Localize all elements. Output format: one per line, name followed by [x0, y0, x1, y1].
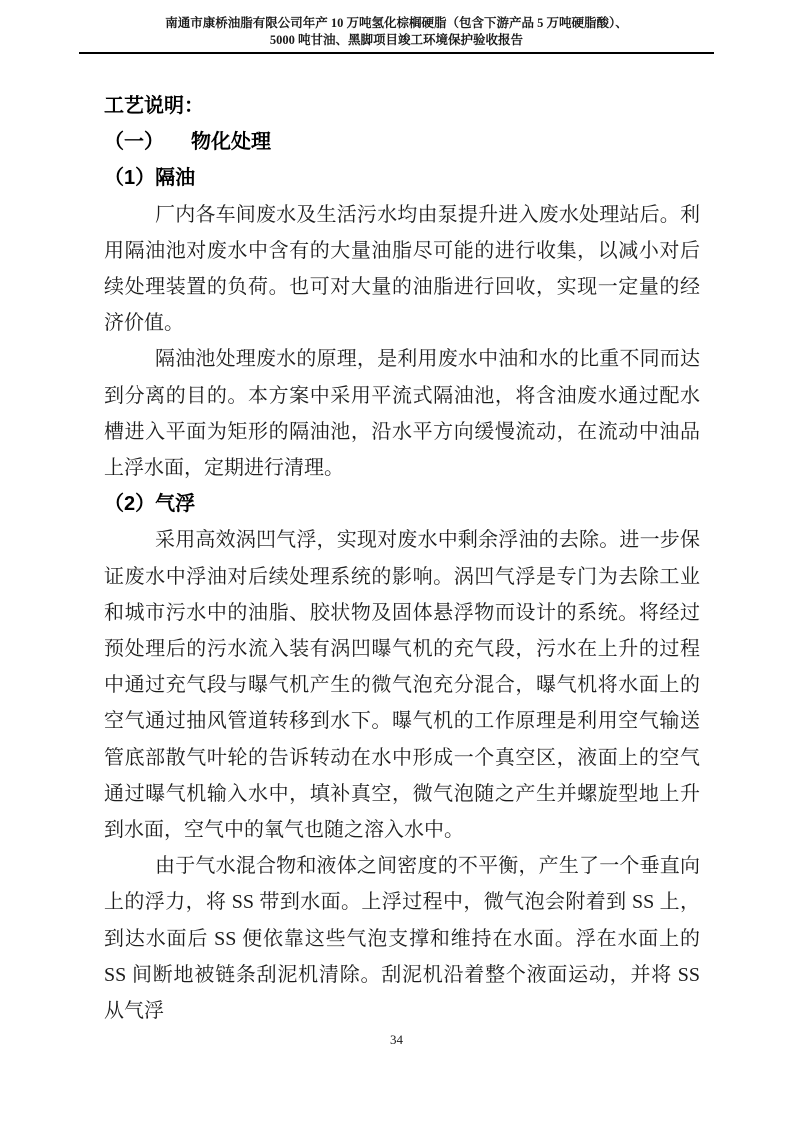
paragraph-air-flotation-1: 采用高效涡凹气浮，实现对废水中剩余浮油的去除。进一步保证废水中浮油对后续处理系统的影响。涡凹气浮是专门为去除工业和城市污水中的油脂、胶状物及固体悬浮物而设计的系统。将经过预处理后的污水流入装有涡凹曝气机的充气段，污水在上升的过程中通过充气段与曝气机产生的微气泡充分混合，曝气机将水面上的空气通过抽风管道转移到水下。曝气机的工作原理是利用空气输送管底部散气叶轮的告诉转动在水中形成一个真空区，液面上的空气通过曝气机输入水中，填补真空，微气泡随之产生并螺旋型地上升到水面，空气中的氧气也随之溶入水中。: [104, 529, 700, 842]
subsection-heading-oil-separation: （1）隔油: [104, 167, 196, 190]
page-number: 34: [390, 1032, 403, 1047]
section-name: 物化处理: [191, 131, 271, 154]
header-title-line1: 南通市康桥油脂有限公司年产 10 万吨氢化棕榈硬脂（包含下游产品 5 万吨硬脂酸）、: [165, 16, 628, 30]
document-body: [104, 88, 700, 1029]
paragraph-air-flotation-2: 由于气水混合物和液体之间密度的不平衡，产生了一个垂直向上的浮力，将 SS 带到水面。上浮过程中，微气泡会附着到 SS 上，到达水面后 SS 便依靠这些气泡支撑和维持在水面。浮在水面上的 SS 间断地被链条刮泥机清除。刮泥机沿着整个液面运动，并将 SS 从气浮: [104, 855, 700, 1023]
page-header: [79, 15, 714, 54]
paragraph-oil-separation-1: 厂内各车间废水及生活污水均由泵提升进入废水处理站后。利用隔油池对废水中含有的大量油脂尽可能的进行收集，以减小对后续处理装置的负荷。也可对大量的油脂进行回收，实现一定量的经济价值。: [104, 203, 700, 335]
header-title-line2: 5000 吨甘油、黑脚项目竣工环境保护验收报告: [269, 32, 524, 47]
paragraph-oil-separation-2: 隔油池处理废水的原理，是利用废水中油和水的比重不同而达到分离的目的。本方案中采用平流式隔油池，将含油废水通过配水槽进入平面为矩形的隔油池，沿水平方向缓慢流动，在流动中油品上浮水面，定期进行清理。: [104, 348, 700, 480]
section-number: （一）: [104, 131, 164, 154]
process-description-title: 工艺说明：: [104, 95, 204, 117]
section-heading-physicochemical: [104, 124, 700, 160]
subsection-heading-air-flotation: （2）气浮: [104, 493, 196, 516]
